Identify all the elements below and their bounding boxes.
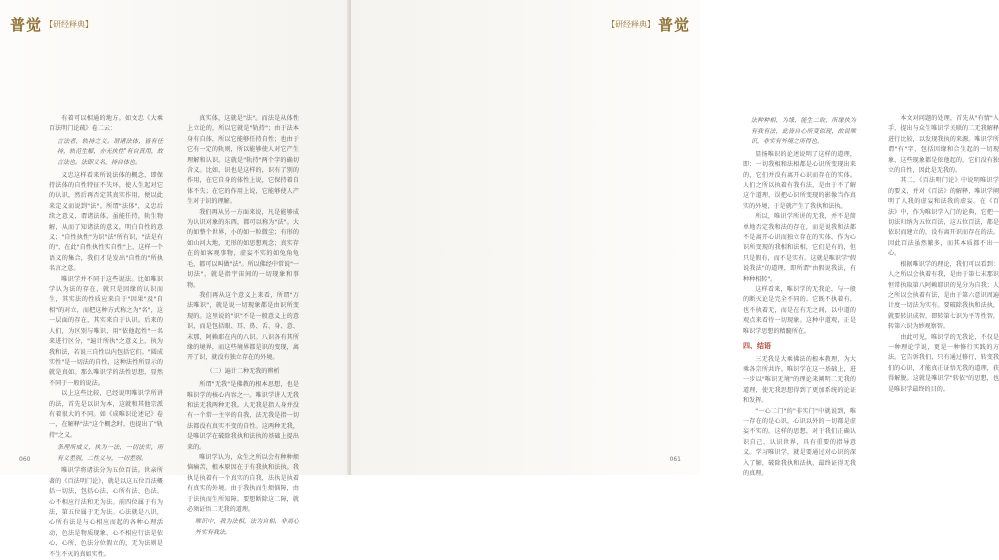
brand-logo: 普觉 <box>657 16 690 34</box>
paragraph: 所以，唯识学所讲的无我，并不是简单地否定我和法的存在，而是说我和法都不是离开心识而独立存在的实体。作为心识所变现的我相和法相，它们是有的，但只是假有，而不是实有。这就是唯识学"假说我法"的道理，即所谓"由假说我法，有种种相转"。 <box>743 213 856 283</box>
series-label: 【研经释典】 <box>606 20 655 29</box>
text-column-2 <box>187 114 299 541</box>
paragraph: 有着可以相通的地方。如文忠《大乘百法明门论疏》卷二云： <box>49 115 163 133</box>
left-page <box>0 0 349 558</box>
quotation: 言法者，轨持之义。谓诸法体，皆有任持，轨范生解，亦无执性"有自真用，故言法也。法即义名，持自体也。 <box>57 137 163 166</box>
quotation: 法种种相，为缘，能生二取，所缘执为有我有法，此皆自心所变似现，故说唯识，非实有外境之所得也。 <box>751 117 856 146</box>
brand-logo: 普觉 <box>10 16 43 34</box>
quotation: 唯识中，我为法相，法为自相，非离心外实有我法。 <box>195 518 299 537</box>
series-label: 【研经释典】 <box>45 20 94 29</box>
paragraph: 唯识学将诸法分为五位百法。世亲所著的《百法明门论》，就是以这五位百法概括一切法，包括心法、心所有法、色法、心不相应行法和无为法。前四位属于有为法，第五位属于无为法。心法就是八识，心所有法是与心相应而起的各种心理活动，色法是物质现象，心不相应行法是依心、心所、色法分位假立的，无为法则是不生不灭的真如实性。 <box>49 467 163 558</box>
paragraph: 以上这些比较，已经说明唯识学所讲的法，首先是以识为本，这就和其他宗派有着很大的不同。如《成唯识论述记》卷一，在解释"法"这个概念时，也提出了"轨持"之义。 <box>49 390 163 439</box>
header-brand-left <box>10 14 93 35</box>
page-number: 061 <box>669 456 681 463</box>
paragraph: 真实体，这就是"法"。而法是从体性上立论的，所以它就是"轨持"；由于法本身有自体，所以它能够任持自性；也由于它有一定的轨则，所以能够使人对它产生理解和认识。这就是"轨持"两个字的确切含义。比如，识也是这样的，识有了别的作用，在它自身的体性上说，它保持着自体不失；在它的作用上说，它能够使人产生对于识的理解。 <box>187 115 299 206</box>
page-number: 060 <box>19 456 31 463</box>
paragraph: "一心二门"的"非实门"中就说到，唯一存在的是心识，心识以外的一切都是虚妄不实的。这样的思想，对于我们正确认识自己、认识世界，具有重要的指导意义。学习唯识学，就是要通过对心识的深入了解，破除我执和法执，最终证得无我的真理。 <box>743 407 856 477</box>
paragraph: 其二，《百法明门论》中说明唯识学的要义，并对《百法》的解释，唯识学阐明了人我的虚妄和法我的虚妄。在《百法》中，作为唯识学入门的论典，它把一切法归纳为五位百法，这五位百法，都是依识而建立的，没有离开识而存在的法。因此百法虽然繁多，而其本质都不出一心。 <box>888 177 999 258</box>
paragraph: 我们再从这个意义上来看，所谓"万法唯识"，就是说一切现象都是由识所变现的。这里说的"识"不是一般意义上的意识，而是包括眼、耳、鼻、舌、身、意、末那、阿赖耶在内的八识。八识各有其所缘的境界，而这些境界都是识的变现，离开了识，就没有独立存在的外境。 <box>187 291 299 362</box>
paragraph: 这样看来，唯识学的无我论，与一般的断灭论是完全不同的。它既不执着有，也不执着无，而是在有无之间，以中道的观点来看待一切现象。这种中道观，正是唯识学思想的精髓所在。 <box>743 286 856 335</box>
paragraph: 本文对问题的处理，首先从"有情"入手，提出与众生唯识学关联的二无我解释进行比较，以发现我执的来源。唯识学所谓"有"字，包括因缘和合生起的一切现象，这些现象都是依他起的，它们没有独立的自性，因此是无我的。 <box>888 115 999 175</box>
text-column-1 <box>49 114 163 560</box>
paragraph: 根据唯识学的理论，我们可以看到：人之所以会执着有我，是由于第七末那识恒常执取第八阿赖耶识的见分为自我；人之所以会执着有法，是由于第六意识周遍计度一切法为实有。要破除我执和法执，就要转识成智，即转第七识为平等性智，转第六识为妙观察智。 <box>888 260 999 331</box>
paragraph: 三无我是大乘佛法的根本教理，为大乘各宗所共许。唯识学在这一基础上，进一步以"唯识无境"的理论来阐明二无我的道理，使无我思想得到了更加系统的论证和发挥。 <box>743 355 856 405</box>
paragraph: 所谓"无我"是佛教的根本思想，也是唯识学的核心内容之一。唯识学讲人无我和法无我两种无我。人无我是指人身并没有一个常一主宰的自我，法无我是指一切法都没有真实不变的自性。这两种无我，是唯识学在破除我执和法执的基础上提出来的。 <box>187 381 299 451</box>
paragraph: 显扬唯识的论述说明了这样的道理，即：一切我相和法相都是心识所变现出来的，它们并没有离开心识而存在的实体。人们之所以执着有我有法，是由于不了解这个道理，误把心识所变现的影像当作真实的外境，于是就产生了我执和法执。 <box>743 150 856 210</box>
paragraph: 唯识学认为，众生之所以会有种种烦恼痛苦，根本原因在于有我执和法执。我执是执着有一个真实的自我，法执是执着有真实的外境。由于我执而生烦恼障，由于法执而生所知障。要想断除这二障，就必须证悟二无我的道理。 <box>187 454 299 514</box>
paragraph: 我们再从另一方面来说，凡是能够成为认识对象的东西，都可以称为"法"。大的如整个世界，小的如一粒微尘；有形的如山河大地，无形的如思想观念；真实存在的如客观事物，虚妄不实的如兔角龟毛，都可以叫做"法"。所以佛经中常说"一切法"，就是指宇宙间的一切现象和事物。 <box>187 208 300 289</box>
quotation: 条理所成义，执为一法，一切法实，所有义差别，二性义与，一切差别。 <box>57 444 163 462</box>
paragraph: 由此可见，唯识学的无我论，不仅是一种理论学说，更是一种修行实践的方法。它告诉我们，只有通过修行，转变我们的心识，才能真正证悟无我的道理，获得解脱。这就是唯识学"转依"的思想，也是唯识学最终的目的。 <box>888 333 999 393</box>
section-heading: 四、结语 <box>743 342 771 351</box>
subheading: （二）遍计二种无我的辨析 <box>206 367 280 375</box>
header-brand-right <box>607 14 690 35</box>
paragraph: 唯识学并不同于这些说法。比如唯识学认为法的存在，就只是因缘的认识而生，其实法的性质应来自于"因果"及"自相"的对立，而把这种方式称之为"名"，这一层面的存在，其实来自于认识。后来的人们，为区别与唯识，用"依他起性"一名来进行区分，"遍计所执"之意义上，执为我和法，若说三自性以内包括它们。"圆成实性"是一切法的自性，这种法性所显示的就是真如。那么唯识学的法性思想，显然不同于一般的说法。 <box>49 275 163 387</box>
paragraph: 义忠这样看来所说法体的概念，即保持法体的自性特征不失坏，使人生起对它的认识，然后再否定其真实作用，便以此来定义而说到"法"。所谓"法体"，义忠后续之意义，谓诸法体，虽能任持，轨生物解，从而了知诸法的意义，明白自性的意义；"自性执性"为识"法"所有识，"法是有的"，在此"自性执性实自性"上，这样一个语义的集合，我们才是发出"自性的"所执名言之意。 <box>49 171 163 273</box>
right-page <box>351 0 999 477</box>
text-column-4 <box>888 114 999 395</box>
text-column-3 <box>743 114 856 479</box>
